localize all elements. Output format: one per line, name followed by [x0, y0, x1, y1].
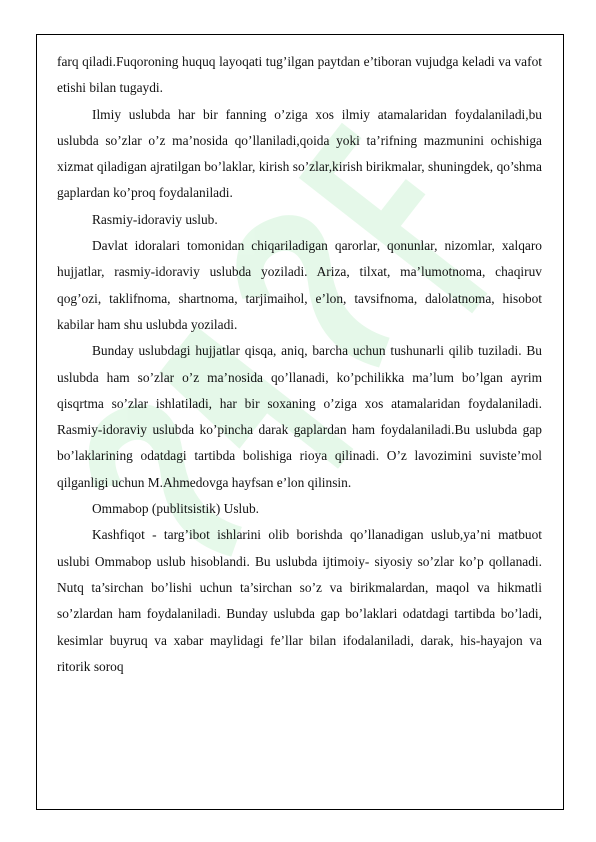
paragraph-official-documents: Davlat idoralari tomonidan chiqariladigan qarorlar, qonunlar, nizomlar, xalqaro hujjatlar, rasmiy-idoraviy uslubda yoziladi. Ariza, tilxat, ma’lumotnoma, chaqiruv qog’ozi, taklifnoma, shartnoma, tarjimaihol, e’lon, tavsifnoma, dalolatnoma, hisobot kabilar ham shu uslubda yoziladi. — [57, 238, 542, 332]
heading-publicistic-style: Ommabop (publitsistik) Uslub. — [92, 501, 260, 517]
document-body — [57, 49, 542, 680]
paragraph-publicistic-features: Kashfiqot - targ’ibot ishlarini olib borishda qo’llanadigan uslub,ya’ni matbuot uslubi Ommabop uslub hisoblandi. Bu uslubda ijtimoiy- siyosiy so’zlar ko’p qollanadi. Nutq ta’sirchan bo’lishi uchun ta’sirchan so’z va birikmalardan, maqol va hikmatli so’zlardan ham foydalaniladi. Bunday uslubda gap bo’laklari odatdagi tartibda bo’ladi, kesimlar buyruq va xabar maylidagi fe’llar bilan ifodalaniladi, darak, his-hayajon va ritorik soroq — [57, 527, 542, 674]
heading-official-style: Rasmiy-idoraviy uslub. — [92, 211, 218, 227]
paragraph-continuation: farq qiladi.Fuqoroning huquq layoqati tug’ilgan paytdan e’tiboran vujudga keladi va vafot etishi bilan tugaydi. — [57, 54, 542, 96]
paragraph-official-features: Bunday uslubdagi hujjatlar qisqa, aniq, barcha uchun tushunarli qilib tuziladi. Bu uslubda ham so’zlar o’z ma’nosida qo’llanadi, ko’pchilikka ma’lum bo’lgan ayrim qisqrtma so’zlar ishlatiladi, har bir soxaning o’ziga xos atamalaridan foydalaniladi. Rasmiy-idoraviy uslubda ko’pincha darak gaplardan ham foydalaniladi.Bu uslubda gap bo’laklarining odatdagi tartibda bolishiga rioya qilinadi. O’z lavozimini suviste’mol qilganligi uchun M.Ahmedovga hayfsan e’lon qilinsin. — [57, 343, 542, 490]
paragraph-scientific-style: Ilmiy uslubda har bir fanning o’ziga xos ilmiy atamalaridan foydalaniladi,bu uslubda so’zlar o’z ma’nosida qo’llaniladi,qoida yoki ta’rifning mazmunini ochishiga xizmat qiladigan ajratilgan bo’laklar, kirish so’zlar,kirish birikmalar, shuningdek, qo’shma gaplardan ko’proq foydalaniladi. — [57, 106, 542, 201]
